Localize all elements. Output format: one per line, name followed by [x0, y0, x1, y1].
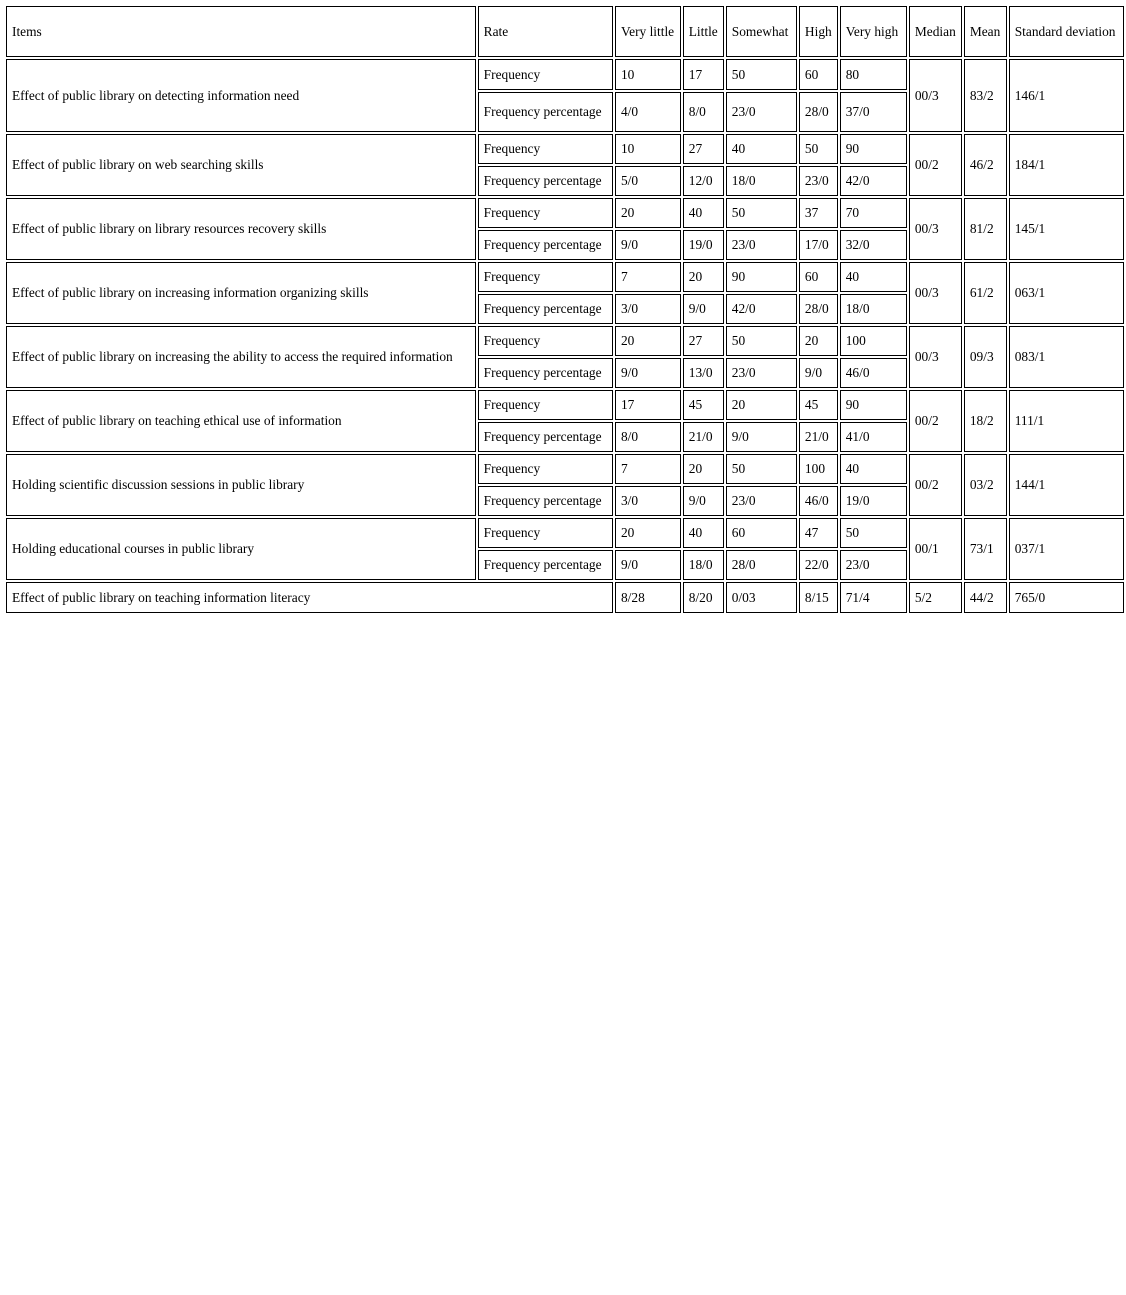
- percentage-cell: 28/0: [799, 294, 838, 324]
- item-label: Effect of public library on library resources recovery skills: [6, 198, 476, 260]
- percentage-cell: 22/0: [799, 550, 838, 580]
- frequency-cell: 40: [683, 198, 724, 228]
- median-cell: 00/2: [909, 390, 962, 452]
- total-std-cell: 765/0: [1009, 582, 1124, 613]
- total-value-cell: 71/4: [840, 582, 907, 613]
- table-row-frequency: [6, 198, 1124, 228]
- frequency-cell: 7: [615, 262, 681, 292]
- table-row-frequency: [6, 134, 1124, 164]
- frequency-cell: 10: [615, 59, 681, 90]
- std-cell: 063/1: [1009, 262, 1124, 324]
- mean-cell: 46/2: [964, 134, 1007, 196]
- frequency-cell: 45: [799, 390, 838, 420]
- statistics-table: [4, 4, 1126, 615]
- frequency-cell: 50: [840, 518, 907, 548]
- rate-label-frequency: Frequency: [478, 59, 613, 90]
- table-body: [6, 6, 1124, 613]
- header-very-high: Very high: [840, 6, 907, 57]
- frequency-cell: 27: [683, 326, 724, 356]
- rate-label-frequency: Frequency: [478, 518, 613, 548]
- median-cell: 00/2: [909, 134, 962, 196]
- frequency-cell: 20: [799, 326, 838, 356]
- mean-cell: 81/2: [964, 198, 1007, 260]
- item-label: Holding educational courses in public library: [6, 518, 476, 580]
- percentage-cell: 4/0: [615, 92, 681, 132]
- rate-label-percentage: Frequency percentage: [478, 230, 613, 260]
- percentage-cell: 32/0: [840, 230, 907, 260]
- frequency-cell: 20: [726, 390, 797, 420]
- percentage-cell: 9/0: [615, 550, 681, 580]
- frequency-cell: 10: [615, 134, 681, 164]
- table-row-frequency: [6, 454, 1124, 484]
- frequency-cell: 20: [683, 454, 724, 484]
- frequency-cell: 20: [615, 198, 681, 228]
- median-cell: 00/3: [909, 326, 962, 388]
- percentage-cell: 23/0: [726, 230, 797, 260]
- mean-cell: 61/2: [964, 262, 1007, 324]
- percentage-cell: 17/0: [799, 230, 838, 260]
- rate-label-frequency: Frequency: [478, 454, 613, 484]
- frequency-cell: 50: [726, 326, 797, 356]
- mean-cell: 73/1: [964, 518, 1007, 580]
- frequency-cell: 70: [840, 198, 907, 228]
- header-very-little: Very little: [615, 6, 681, 57]
- percentage-cell: 9/0: [726, 422, 797, 452]
- rate-label-percentage: Frequency percentage: [478, 422, 613, 452]
- frequency-cell: 90: [840, 390, 907, 420]
- frequency-cell: 20: [615, 518, 681, 548]
- frequency-cell: 50: [726, 59, 797, 90]
- frequency-cell: 60: [726, 518, 797, 548]
- percentage-cell: 19/0: [683, 230, 724, 260]
- total-median-cell: 5/2: [909, 582, 962, 613]
- header-median: Median: [909, 6, 962, 57]
- frequency-cell: 20: [683, 262, 724, 292]
- percentage-cell: 46/0: [799, 486, 838, 516]
- header-std: Standard deviation: [1009, 6, 1124, 57]
- percentage-cell: 9/0: [683, 486, 724, 516]
- header-somewhat: Somewhat: [726, 6, 797, 57]
- median-cell: 00/2: [909, 454, 962, 516]
- percentage-cell: 23/0: [799, 166, 838, 196]
- frequency-cell: 17: [683, 59, 724, 90]
- frequency-cell: 100: [840, 326, 907, 356]
- percentage-cell: 23/0: [726, 486, 797, 516]
- percentage-cell: 18/0: [840, 294, 907, 324]
- total-value-cell: 8/28: [615, 582, 681, 613]
- frequency-cell: 7: [615, 454, 681, 484]
- frequency-cell: 45: [683, 390, 724, 420]
- frequency-cell: 40: [683, 518, 724, 548]
- percentage-cell: 37/0: [840, 92, 907, 132]
- rate-label-frequency: Frequency: [478, 134, 613, 164]
- percentage-cell: 21/0: [799, 422, 838, 452]
- percentage-cell: 23/0: [726, 358, 797, 388]
- table-row-total: [6, 582, 1124, 613]
- std-cell: 083/1: [1009, 326, 1124, 388]
- std-cell: 037/1: [1009, 518, 1124, 580]
- frequency-cell: 17: [615, 390, 681, 420]
- percentage-cell: 21/0: [683, 422, 724, 452]
- std-cell: 144/1: [1009, 454, 1124, 516]
- mean-cell: 83/2: [964, 59, 1007, 132]
- percentage-cell: 5/0: [615, 166, 681, 196]
- rate-label-frequency: Frequency: [478, 262, 613, 292]
- rate-label-frequency: Frequency: [478, 326, 613, 356]
- frequency-cell: 40: [840, 262, 907, 292]
- header-little: Little: [683, 6, 724, 57]
- mean-cell: 09/3: [964, 326, 1007, 388]
- percentage-cell: 9/0: [799, 358, 838, 388]
- percentage-cell: 18/0: [726, 166, 797, 196]
- percentage-cell: 9/0: [615, 358, 681, 388]
- header-rate: Rate: [478, 6, 613, 57]
- total-value-cell: 8/15: [799, 582, 838, 613]
- frequency-cell: 50: [799, 134, 838, 164]
- std-cell: 184/1: [1009, 134, 1124, 196]
- frequency-cell: 47: [799, 518, 838, 548]
- frequency-cell: 90: [726, 262, 797, 292]
- header-high: High: [799, 6, 838, 57]
- table-row-frequency: [6, 326, 1124, 356]
- percentage-cell: 12/0: [683, 166, 724, 196]
- table-row-frequency: [6, 262, 1124, 292]
- item-label: Effect of public library on teaching ethical use of information: [6, 390, 476, 452]
- header-mean: Mean: [964, 6, 1007, 57]
- frequency-cell: 60: [799, 262, 838, 292]
- item-label: Effect of public library on detecting information need: [6, 59, 476, 132]
- table-row-frequency: [6, 390, 1124, 420]
- frequency-cell: 80: [840, 59, 907, 90]
- rate-label-percentage: Frequency percentage: [478, 486, 613, 516]
- median-cell: 00/3: [909, 262, 962, 324]
- item-label: Effect of public library on increasing information organizing skills: [6, 262, 476, 324]
- median-cell: 00/3: [909, 198, 962, 260]
- rate-label-percentage: Frequency percentage: [478, 550, 613, 580]
- frequency-cell: 50: [726, 198, 797, 228]
- frequency-cell: 50: [726, 454, 797, 484]
- total-value-cell: 8/20: [683, 582, 724, 613]
- percentage-cell: 23/0: [840, 550, 907, 580]
- rate-label-frequency: Frequency: [478, 198, 613, 228]
- percentage-cell: 46/0: [840, 358, 907, 388]
- percentage-cell: 8/0: [683, 92, 724, 132]
- mean-cell: 03/2: [964, 454, 1007, 516]
- rate-label-frequency: Frequency: [478, 390, 613, 420]
- frequency-cell: 27: [683, 134, 724, 164]
- frequency-cell: 60: [799, 59, 838, 90]
- total-item-label: Effect of public library on teaching information literacy: [6, 582, 613, 613]
- std-cell: 146/1: [1009, 59, 1124, 132]
- frequency-cell: 40: [726, 134, 797, 164]
- percentage-cell: 19/0: [840, 486, 907, 516]
- table-row-frequency: [6, 518, 1124, 548]
- item-label: Effect of public library on increasing the ability to access the required information: [6, 326, 476, 388]
- percentage-cell: 28/0: [726, 550, 797, 580]
- rate-label-percentage: Frequency percentage: [478, 294, 613, 324]
- frequency-cell: 37: [799, 198, 838, 228]
- median-cell: 00/1: [909, 518, 962, 580]
- percentage-cell: 18/0: [683, 550, 724, 580]
- std-cell: 145/1: [1009, 198, 1124, 260]
- percentage-cell: 9/0: [615, 230, 681, 260]
- percentage-cell: 28/0: [799, 92, 838, 132]
- percentage-cell: 3/0: [615, 486, 681, 516]
- total-mean-cell: 44/2: [964, 582, 1007, 613]
- percentage-cell: 8/0: [615, 422, 681, 452]
- rate-label-percentage: Frequency percentage: [478, 166, 613, 196]
- table-row-frequency: [6, 59, 1124, 90]
- item-label: Effect of public library on web searching skills: [6, 134, 476, 196]
- total-value-cell: 0/03: [726, 582, 797, 613]
- percentage-cell: 42/0: [726, 294, 797, 324]
- rate-label-percentage: Frequency percentage: [478, 358, 613, 388]
- median-cell: 00/3: [909, 59, 962, 132]
- frequency-cell: 90: [840, 134, 907, 164]
- percentage-cell: 9/0: [683, 294, 724, 324]
- percentage-cell: 42/0: [840, 166, 907, 196]
- frequency-cell: 40: [840, 454, 907, 484]
- std-cell: 111/1: [1009, 390, 1124, 452]
- item-label: Holding scientific discussion sessions in public library: [6, 454, 476, 516]
- header-row: [6, 6, 1124, 57]
- rate-label-percentage: Frequency percentage: [478, 92, 613, 132]
- mean-cell: 18/2: [964, 390, 1007, 452]
- frequency-cell: 100: [799, 454, 838, 484]
- percentage-cell: 3/0: [615, 294, 681, 324]
- header-items: Items: [6, 6, 476, 57]
- frequency-cell: 20: [615, 326, 681, 356]
- percentage-cell: 13/0: [683, 358, 724, 388]
- percentage-cell: 23/0: [726, 92, 797, 132]
- percentage-cell: 41/0: [840, 422, 907, 452]
